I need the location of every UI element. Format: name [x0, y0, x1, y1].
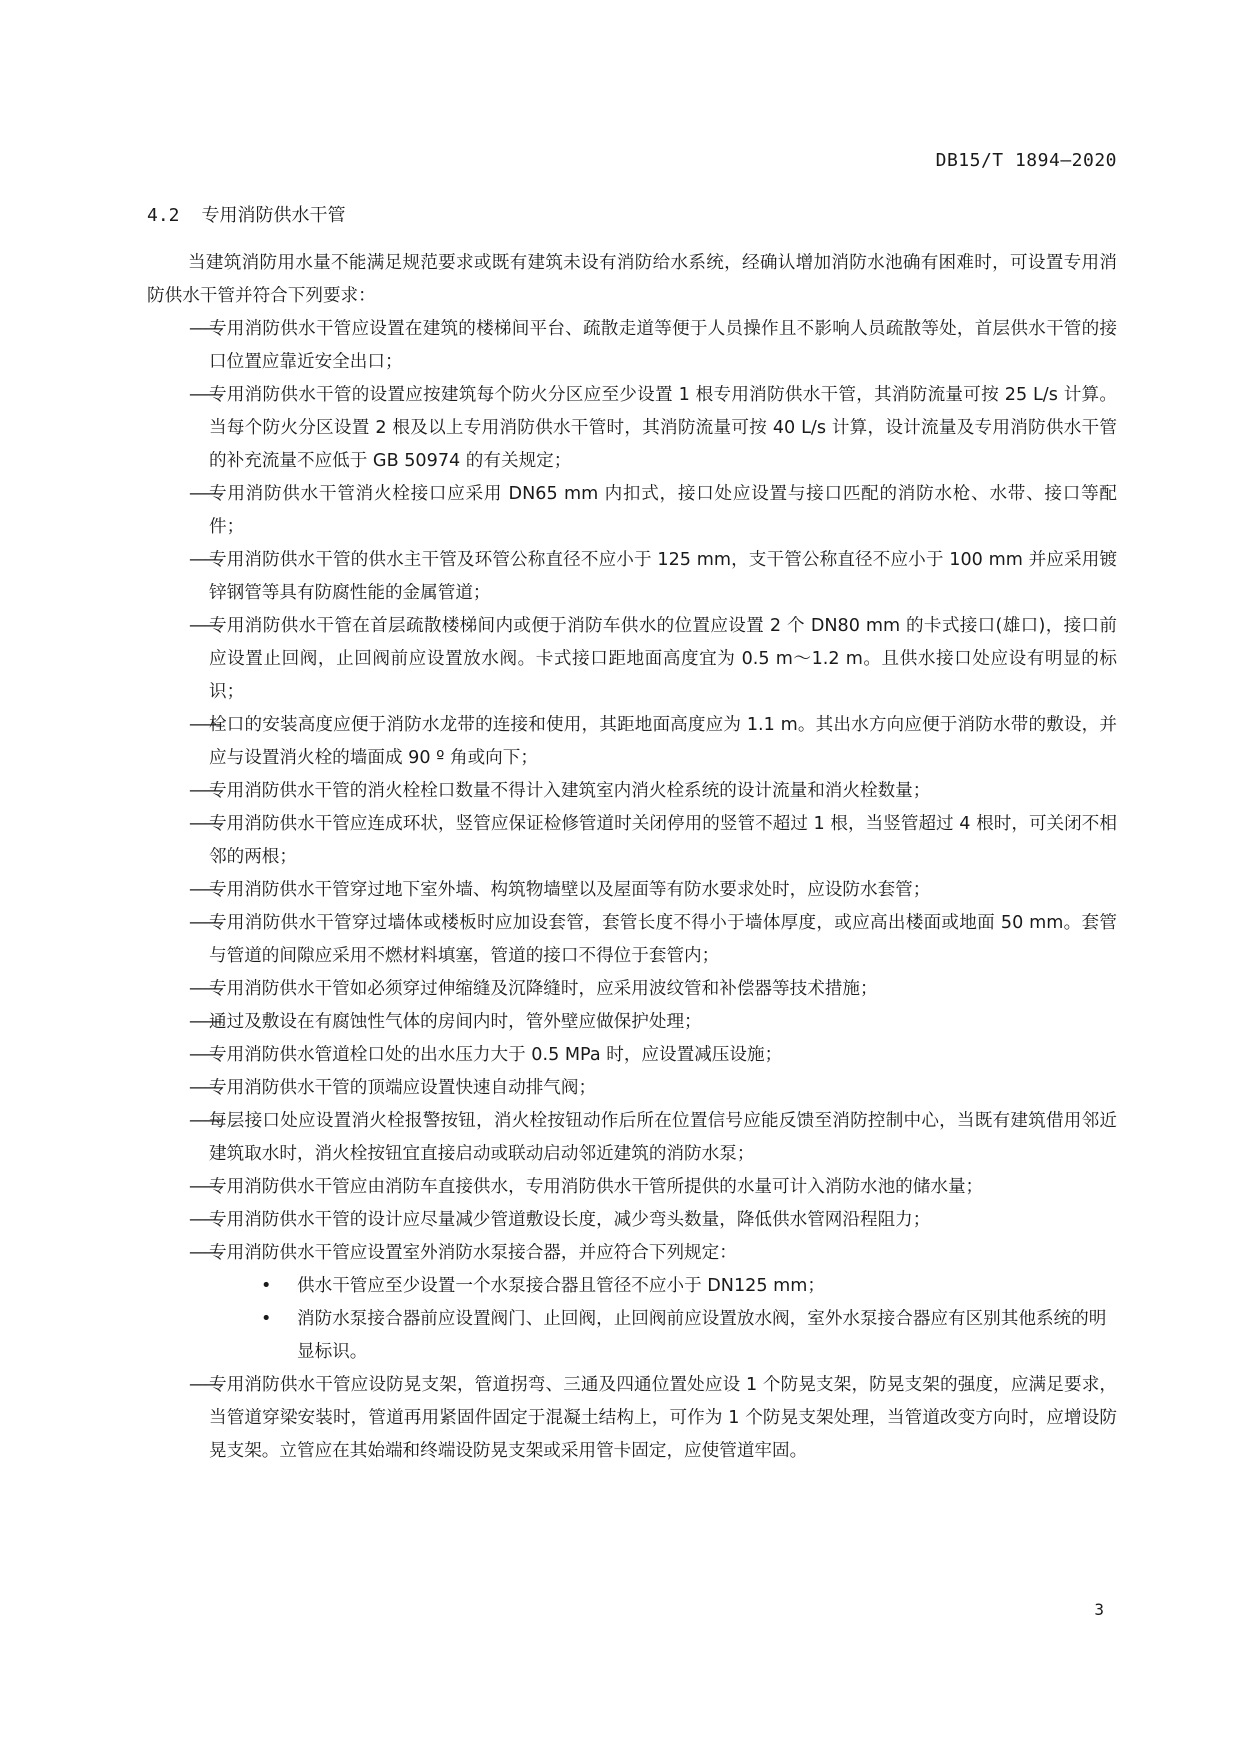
- list-item: [147, 1171, 1117, 1204]
- list-item-text: 专用消防供水干管消火栓接口应采用 DN65 mm 内扣式，接口处应设置与接口匹配的消防水枪、水带、接口等配件；: [209, 484, 1117, 537]
- list-item: [147, 544, 1117, 610]
- list-item: [147, 808, 1117, 874]
- section-heading: [147, 201, 346, 227]
- list-item: [147, 313, 1117, 379]
- list-item: [147, 379, 1117, 478]
- list-item-text: 栓口的安装高度应便于消防水龙带的连接和使用，其距地面高度应为 1.1 m。其出水方向应便于消防水带的敷设，并应与设置消火栓的墙面成 90 º 角或向下；: [209, 715, 1117, 768]
- bullet-item: [261, 1303, 1117, 1369]
- list-item-text: 专用消防供水干管穿过墙体或楼板时应加设套管，套管长度不得小于墙体厚度，或应高出楼面或地面 50 mm。套管与管道的间隙应采用不燃材料填塞，管道的接口不得位于套管内；: [209, 913, 1117, 966]
- list-item-text: 专用消防供水管道栓口处的出水压力大于 0.5 MPa 时，应设置减压设施；: [209, 1045, 783, 1065]
- list-item-text: 专用消防供水干管的顶端应设置快速自动排气阀；: [209, 1078, 597, 1098]
- list-item: [147, 478, 1117, 544]
- list-item-text: 专用消防供水干管应由消防车直接供水，专用消防供水干管所提供的水量可计入消防水池的储水量；: [209, 1177, 984, 1197]
- bullet-icon: [261, 1270, 297, 1303]
- list-item-text: 每层接口处应设置消火栓报警按钮，消火栓按钮动作后所在位置信号应能反馈至消防控制中心，当既有建筑借用邻近建筑取水时，消火栓按钮宜直接启动或联动启动邻近建筑的消防水泵；: [209, 1111, 1117, 1164]
- list-item: [147, 775, 1117, 808]
- list-item-text: 专用消防供水干管的消火栓栓口数量不得计入建筑室内消火栓系统的设计流量和消火栓数量；: [209, 781, 931, 801]
- list-item-text: 专用消防供水干管应连成环状，竖管应保证检修管道时关闭停用的竖管不超过 1 根，当竖管超过 4 根时，可关闭不相邻的两根；: [209, 814, 1117, 867]
- page-number: 3: [1094, 1600, 1104, 1619]
- list-item: [147, 907, 1117, 973]
- list-item: [147, 1105, 1117, 1171]
- list-item-text: 专用消防供水干管应设防晃支架，管道拐弯、三通及四通位置处应设 1 个防晃支架，防晃支架的强度，应满足要求，当管道穿梁安装时，管道再用紧固件固定于混凝土结构上，可作为 1 个防晃支架处理，当管道改变方向时，应增设防晃支架。立管应在其始端和终端设防晃支架或采用管卡固定，应使管道牢固。: [209, 1375, 1117, 1461]
- bullet-item-text: 供水干管应至少设置一个水泵接合器且管径不应小于 DN125 mm；: [297, 1276, 826, 1296]
- bullet-item-text: 消防水泵接合器前应设置阀门、止回阀，止回阀前应设置放水阀，室外水泵接合器应有区别其他系统的明显标识。: [297, 1309, 1107, 1362]
- requirement-list: [147, 313, 1117, 1468]
- section-body: [147, 247, 1117, 1468]
- section-number: 4.2: [147, 205, 180, 226]
- list-item: [147, 1039, 1117, 1072]
- bullet-icon: [261, 1303, 297, 1369]
- list-item-text: 专用消防供水干管穿过地下室外墙、构筑物墙壁以及屋面等有防水要求处时，应设防水套管；: [209, 880, 931, 900]
- list-item-text: 通过及敷设在有腐蚀性气体的房间内时，管外壁应做保护处理；: [209, 1012, 702, 1032]
- list-item: [147, 709, 1117, 775]
- list-item: [147, 874, 1117, 907]
- list-item: [147, 1369, 1117, 1468]
- list-item-text: 专用消防供水干管应设置室外消防水泵接合器，并应符合下列规定：: [209, 1243, 737, 1263]
- intro-paragraph: 当建筑消防用水量不能满足规范要求或既有建筑未设有消防给水系统，经确认增加消防水池确有困难时，可设置专用消防供水干管并符合下列要求：: [147, 253, 1117, 306]
- list-item: [147, 1204, 1117, 1237]
- list-item: [147, 1237, 1117, 1270]
- list-item-text: 专用消防供水干管的设置应按建筑每个防火分区应至少设置 1 根专用消防供水干管，其消防流量可按 25 L/s 计算。当每个防火分区设置 2 根及以上专用消防供水干管时，其消防流量可按 40 L/s 计算，设计流量及专用消防供水干管的补充流量不应低于 GB 50974 的有关规定；: [209, 385, 1117, 471]
- section-title: 专用消防供水干管: [201, 205, 346, 226]
- list-item: [147, 973, 1117, 1006]
- list-item-text: 专用消防供水干管的供水主干管及环管公称直径不应小于 125 mm，支干管公称直径不应小于 100 mm 并应采用镀锌钢管等具有防腐性能的金属管道；: [209, 550, 1117, 603]
- list-item-text: 专用消防供水干管在首层疏散楼梯间内或便于消防车供水的位置应设置 2 个 DN80 mm 的卡式接口(雄口)，接口前应设置止回阀，止回阀前应设置放水阀。卡式接口距地面高度宜为 0.5 m～1.2 m。且供水接口处应设有明显的标识；: [209, 616, 1117, 702]
- list-item: [147, 1072, 1117, 1105]
- list-item: [147, 610, 1117, 709]
- bullet-item: [261, 1270, 1117, 1303]
- list-item: [147, 1006, 1117, 1039]
- list-item-text: 专用消防供水干管应设置在建筑的楼梯间平台、疏散走道等便于人员操作且不影响人员疏散等处，首层供水干管的接口位置应靠近安全出口；: [209, 319, 1117, 372]
- list-item-text: 专用消防供水干管的设计应尽量减少管道敷设长度，减少弯头数量，降低供水管网沿程阻力；: [209, 1210, 931, 1230]
- document-code: DB15/T 1894—2020: [935, 150, 1117, 171]
- list-item-text: 专用消防供水干管如必须穿过伸缩缝及沉降缝时，应采用波纹管和补偿器等技术措施；: [209, 979, 878, 999]
